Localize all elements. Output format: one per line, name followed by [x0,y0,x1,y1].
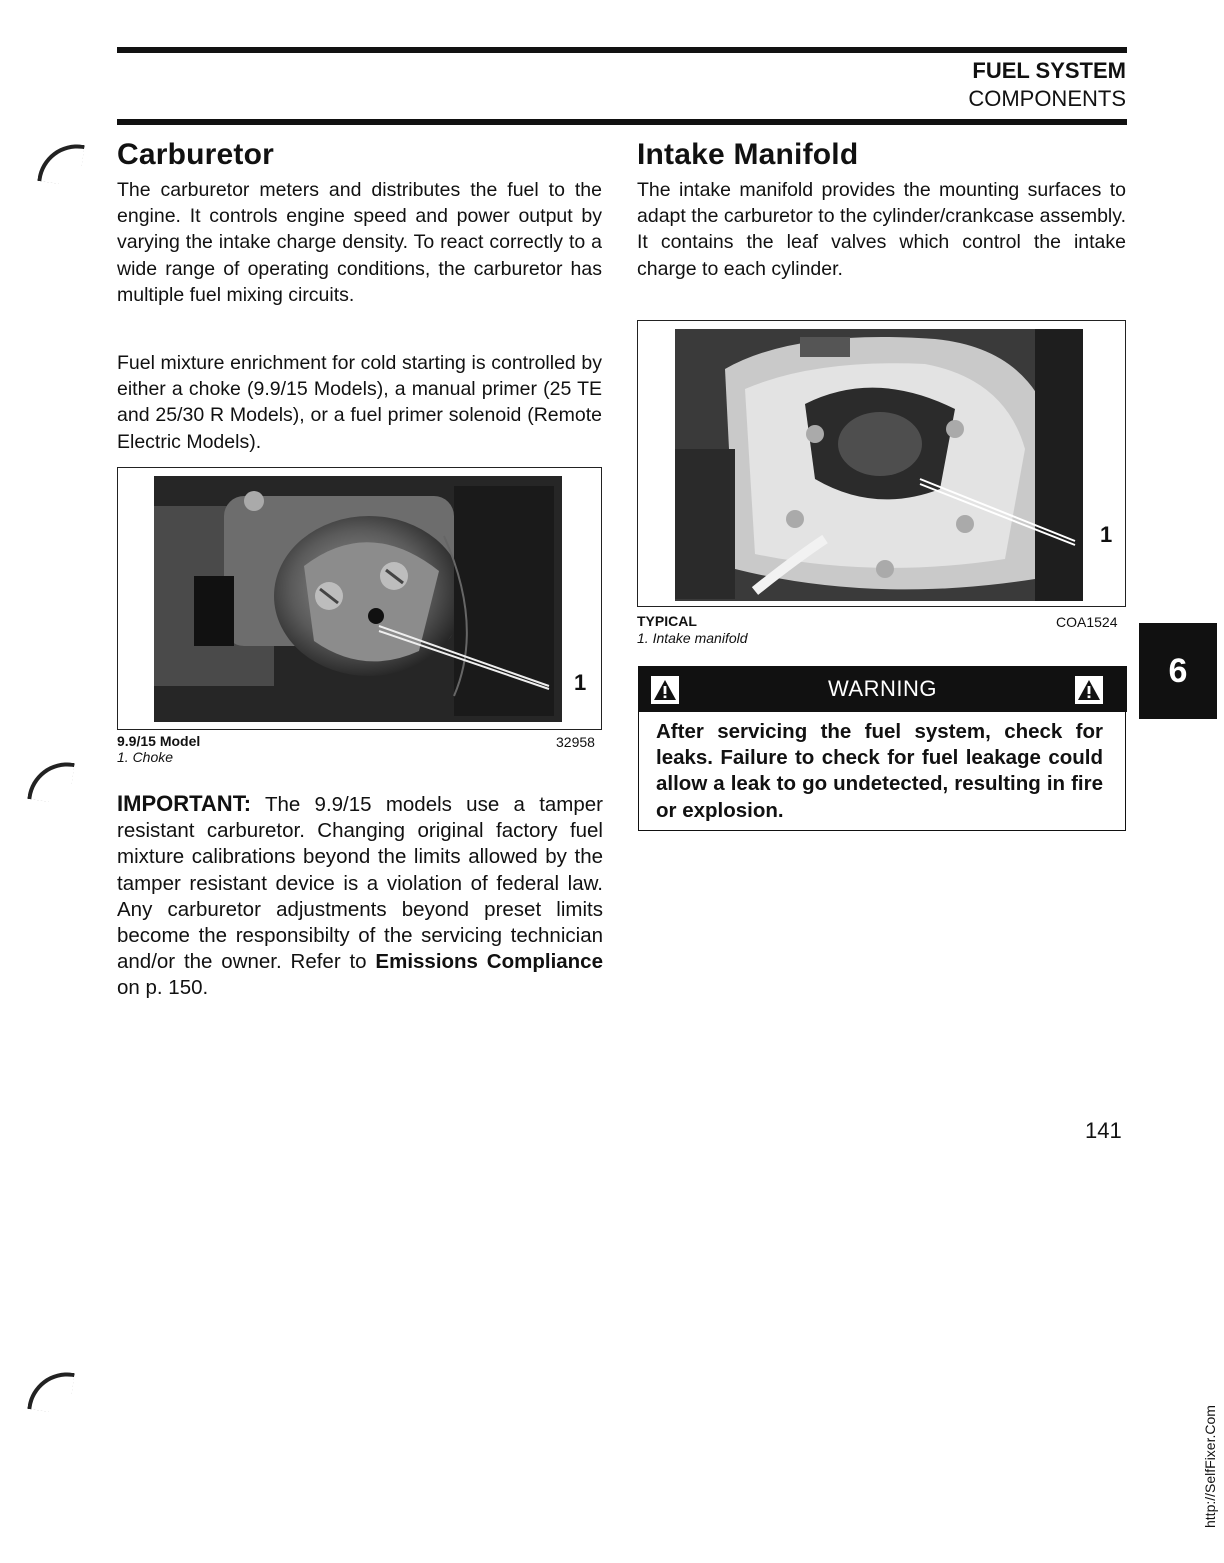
emissions-compliance-reference: Emissions Compliance [375,950,603,974]
important-label: IMPORTANT: [117,791,252,816]
warning-triangle-icon [1075,676,1103,704]
watermark-text: http://SelfFixer.Com [1202,1405,1218,1528]
section-title: FUEL SYSTEM [972,58,1126,83]
watermark-url [1198,1400,1224,1528]
carburetor-figure [117,467,602,730]
carburetor-paragraph-1: The carburetor meters and distributes the fuel to the engine. It controls engine speed and power output by varying the intake charge density. To react correctly to a wide range of operating conditions, the carburetor has multiple fuel mixing circuits. [117,179,602,306]
header-rule-top [117,47,1127,53]
header-rule-bottom [117,119,1127,125]
carburetor-paragraph-2: Fuel mixture enrichment for cold starting is controlled by either a choke (9.9/15 Models), a manual primer (25 TE and 25/30 R Models), or a fuel primer solenoid (Remote Electric Models). [117,352,602,453]
warning-text: After servicing the fuel system, check for leaks. Failure to check for fuel leakage could allow a leak to go undetected, resulting in fire or explosion. [656,720,1103,822]
page-number: 141 [1085,1118,1122,1143]
warning-label: WARNING [827,676,937,701]
carburetor-heading: Carburetor [117,138,275,171]
intake-callout: 1 [1100,522,1113,547]
carburetor-photo [154,476,562,722]
important-text: The 9.9/15 models use a tamper resistant carburetor. Changing original factory fuel mixture calibrations beyond the limits allowed by the tamper resistant device is a violation of federal law. Any carburetor adjustments beyond preset limits become the responsibilty of the servicing technician and/or the owner. Refer to [117,793,603,974]
intake-heading: Intake Manifold [637,138,859,171]
intake-figure-code: COA1524 [1056,614,1118,630]
important-text-end: on p. 150. [117,976,209,1000]
carburetor-figure-code: 32958 [556,734,595,750]
intake-photo-art [675,329,1083,601]
intake-caption-title: TYPICAL [637,613,697,629]
intake-photo [675,329,1083,601]
carburetor-photo-art [154,476,562,722]
chapter-tab: 6 [1139,623,1217,719]
intake-figure [637,320,1126,607]
binder-mark [27,1367,74,1414]
section-subtitle: COMPONENTS [968,86,1126,111]
intake-paragraph: The intake manifold provides the mounting surfaces to adapt the carburetor to the cylinder/crankcase assembly. It contains the leaf valves which control the intake charge to each cylinder. [637,179,1126,280]
carburetor-callout: 1 [574,670,587,695]
important-note [117,791,603,1002]
binder-mark [27,757,74,804]
carburetor-caption-title: 9.9/15 Model [117,733,201,749]
carburetor-caption-item: 1. Choke [117,749,174,765]
intake-caption-item: 1. Intake manifold [637,630,748,646]
warning-header [638,666,1127,712]
binder-mark [37,139,84,186]
